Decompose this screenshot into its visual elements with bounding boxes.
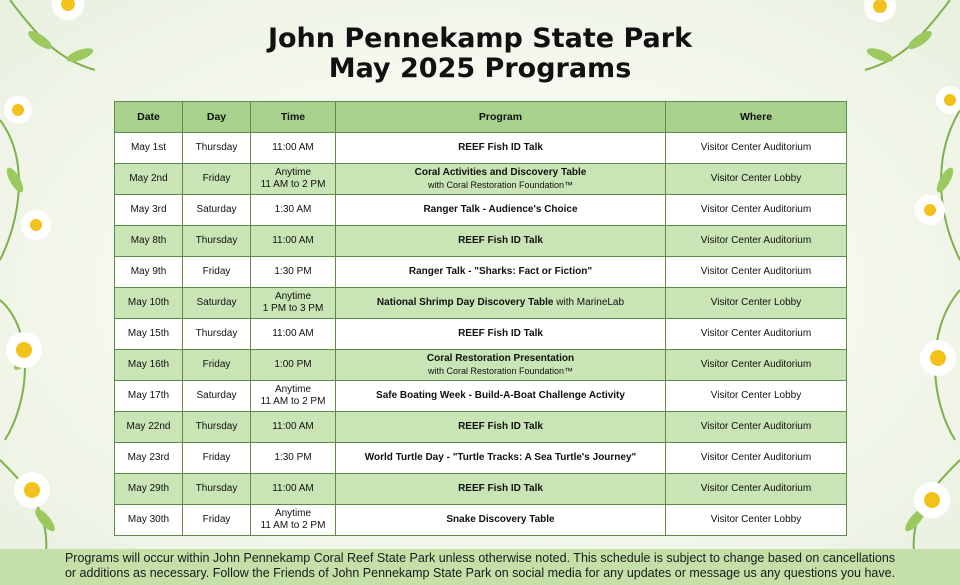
table-row <box>115 474 847 505</box>
day-text: Friday <box>202 173 231 184</box>
program-partner: with MarineLab <box>553 297 625 308</box>
day-text: Thursday <box>195 421 238 432</box>
program-title: REEF Fish ID Talk <box>458 421 543 432</box>
day-text: Friday <box>202 514 231 525</box>
location-text: Visitor Center Lobby <box>710 173 802 184</box>
program-cell <box>336 288 666 319</box>
program-partner: with Coral Restoration Foundation™ <box>427 180 574 190</box>
program-partner: with Coral Restoration Foundation™ <box>427 366 574 376</box>
day-cell <box>183 474 251 505</box>
where-cell <box>666 381 847 412</box>
date-cell <box>115 350 183 381</box>
time-cell <box>251 164 336 195</box>
day-text: Saturday <box>196 390 237 401</box>
table-row <box>115 164 847 195</box>
table-row <box>115 288 847 319</box>
where-cell <box>666 164 847 195</box>
date-text: May 17th <box>127 390 170 401</box>
date-cell <box>115 381 183 412</box>
time-cell <box>251 505 336 536</box>
column-header-day: Day <box>183 102 251 133</box>
column-header-time: Time <box>251 102 336 133</box>
time-cell <box>251 412 336 443</box>
date-text: May 3rd <box>130 204 167 215</box>
where-cell <box>666 443 847 474</box>
program-cell <box>336 226 666 257</box>
program-cell <box>336 257 666 288</box>
title-park-name: John Pennekamp State Park <box>267 23 693 54</box>
where-cell <box>666 257 847 288</box>
day-text: Thursday <box>195 235 238 246</box>
date-cell <box>115 195 183 226</box>
day-cell <box>183 195 251 226</box>
where-cell <box>666 288 847 319</box>
time-cell <box>251 350 336 381</box>
program-title: REEF Fish ID Talk <box>458 483 543 494</box>
date-cell <box>115 164 183 195</box>
program-title: World Turtle Day - "Turtle Tracks: A Sea Turtle's Journey" <box>364 452 637 463</box>
day-cell <box>183 443 251 474</box>
table-row <box>115 226 847 257</box>
location-text: Visitor Center Auditorium <box>700 483 812 494</box>
location-text: Visitor Center Auditorium <box>700 421 812 432</box>
program-title: National Shrimp Day Discovery Table <box>376 297 554 308</box>
program-cell <box>336 381 666 412</box>
date-text: May 29th <box>127 483 170 494</box>
table-row <box>115 133 847 164</box>
time-cell <box>251 319 336 350</box>
day-cell <box>183 288 251 319</box>
table-row <box>115 381 847 412</box>
program-title: Snake Discovery Table <box>446 514 555 525</box>
program-cell <box>336 350 666 381</box>
table-row <box>115 257 847 288</box>
time-text: 11:00 AM <box>272 235 314 246</box>
day-cell <box>183 350 251 381</box>
daisy-decoration-right <box>840 0 960 583</box>
location-text: Visitor Center Auditorium <box>700 266 812 277</box>
column-header-date: Date <box>115 102 183 133</box>
time-text: Anytime <box>274 167 312 178</box>
time-text: 11:00 AM <box>272 328 314 339</box>
where-cell <box>666 505 847 536</box>
date-cell <box>115 474 183 505</box>
date-text: May 8th <box>130 235 167 246</box>
date-cell <box>115 443 183 474</box>
day-text: Thursday <box>195 483 238 494</box>
where-cell <box>666 350 847 381</box>
day-text: Friday <box>202 266 231 277</box>
date-text: May 10th <box>127 297 170 308</box>
date-text: May 15th <box>127 328 170 339</box>
program-title: REEF Fish ID Talk <box>458 328 543 339</box>
disclaimer-line-2: or additions as necessary. Follow the Friends of John Pennekamp State Park on social media for any updates or message us any questions you have. <box>64 566 896 580</box>
disclaimer-line-1: Programs will occur within John Pennekamp Coral Reef State Park unless otherwise noted. This schedule is subject to change based on cancellations <box>64 551 896 565</box>
time-text: 11:00 AM <box>272 483 314 494</box>
day-text: Thursday <box>195 328 238 339</box>
time-range: 11 AM to 2 PM <box>260 520 326 531</box>
table-row <box>115 350 847 381</box>
date-cell <box>115 288 183 319</box>
where-cell <box>666 474 847 505</box>
program-cell <box>336 443 666 474</box>
date-text: May 30th <box>127 514 170 525</box>
program-cell <box>336 412 666 443</box>
where-cell <box>666 226 847 257</box>
table-row <box>115 412 847 443</box>
table-row <box>115 319 847 350</box>
time-text: 11:00 AM <box>272 142 314 153</box>
day-cell <box>183 133 251 164</box>
table-header-row <box>115 102 847 133</box>
time-cell <box>251 474 336 505</box>
date-cell <box>115 319 183 350</box>
day-cell <box>183 226 251 257</box>
program-title: Safe Boating Week - Build-A-Boat Challenge Activity <box>376 390 625 401</box>
column-header-where: Where <box>666 102 847 133</box>
day-cell <box>183 412 251 443</box>
day-cell <box>183 505 251 536</box>
location-text: Visitor Center Auditorium <box>700 359 812 370</box>
date-cell <box>115 226 183 257</box>
table-row <box>115 443 847 474</box>
daisy-decoration-left <box>0 0 120 583</box>
where-cell <box>666 412 847 443</box>
time-cell <box>251 288 336 319</box>
date-text: May 23rd <box>127 452 170 463</box>
date-cell <box>115 257 183 288</box>
program-schedule-table <box>114 101 847 536</box>
day-cell <box>183 381 251 412</box>
location-text: Visitor Center Lobby <box>710 514 802 525</box>
location-text: Visitor Center Auditorium <box>700 328 812 339</box>
program-cell <box>336 474 666 505</box>
time-cell <box>251 226 336 257</box>
time-cell <box>251 195 336 226</box>
program-title: Coral Restoration Presentation <box>426 353 575 364</box>
program-cell <box>336 505 666 536</box>
location-text: Visitor Center Auditorium <box>700 204 812 215</box>
day-text: Thursday <box>195 142 238 153</box>
time-range: 11 AM to 2 PM <box>260 396 326 407</box>
time-text: Anytime <box>274 508 312 519</box>
time-text: 1:00 PM <box>274 359 312 370</box>
location-text: Visitor Center Auditorium <box>700 142 812 153</box>
day-text: Saturday <box>196 297 237 308</box>
program-cell <box>336 195 666 226</box>
location-text: Visitor Center Lobby <box>710 297 802 308</box>
day-cell <box>183 319 251 350</box>
schedule-disclaimer <box>0 549 960 585</box>
day-text: Friday <box>202 452 231 463</box>
time-cell <box>251 257 336 288</box>
program-cell <box>336 164 666 195</box>
program-cell <box>336 319 666 350</box>
date-text: May 22nd <box>126 421 171 432</box>
time-text: Anytime <box>274 384 312 395</box>
time-range: 11 AM to 2 PM <box>260 179 326 190</box>
day-cell <box>183 164 251 195</box>
program-cell <box>336 133 666 164</box>
page-title <box>0 24 960 84</box>
location-text: Visitor Center Auditorium <box>700 452 812 463</box>
location-text: Visitor Center Lobby <box>710 390 802 401</box>
time-text: 1:30 PM <box>274 452 312 463</box>
date-text: May 1st <box>130 142 166 153</box>
program-title: Ranger Talk - Audience's Choice <box>423 204 578 215</box>
program-title: REEF Fish ID Talk <box>458 235 543 246</box>
time-text: 1:30 PM <box>274 266 312 277</box>
time-text: 1:30 AM <box>274 204 312 215</box>
column-header-program: Program <box>336 102 666 133</box>
program-title: REEF Fish ID Talk <box>458 142 543 153</box>
table-row <box>115 505 847 536</box>
where-cell <box>666 319 847 350</box>
day-cell <box>183 257 251 288</box>
day-text: Friday <box>202 359 231 370</box>
time-cell <box>251 443 336 474</box>
date-cell <box>115 412 183 443</box>
time-text: 11:00 AM <box>272 421 314 432</box>
program-title: Ranger Talk - "Sharks: Fact or Fiction" <box>408 266 593 277</box>
time-cell <box>251 381 336 412</box>
program-title: Coral Activities and Discovery Table <box>414 167 587 178</box>
where-cell <box>666 195 847 226</box>
time-text: Anytime <box>274 291 312 302</box>
date-cell <box>115 133 183 164</box>
day-text: Saturday <box>196 204 237 215</box>
time-range: 1 PM to 3 PM <box>262 303 324 314</box>
table-row <box>115 195 847 226</box>
date-text: May 2nd <box>129 173 168 184</box>
date-cell <box>115 505 183 536</box>
date-text: May 9th <box>130 266 167 277</box>
date-text: May 16th <box>127 359 170 370</box>
time-cell <box>251 133 336 164</box>
title-month: May 2025 Programs <box>328 53 632 84</box>
where-cell <box>666 133 847 164</box>
location-text: Visitor Center Auditorium <box>700 235 812 246</box>
